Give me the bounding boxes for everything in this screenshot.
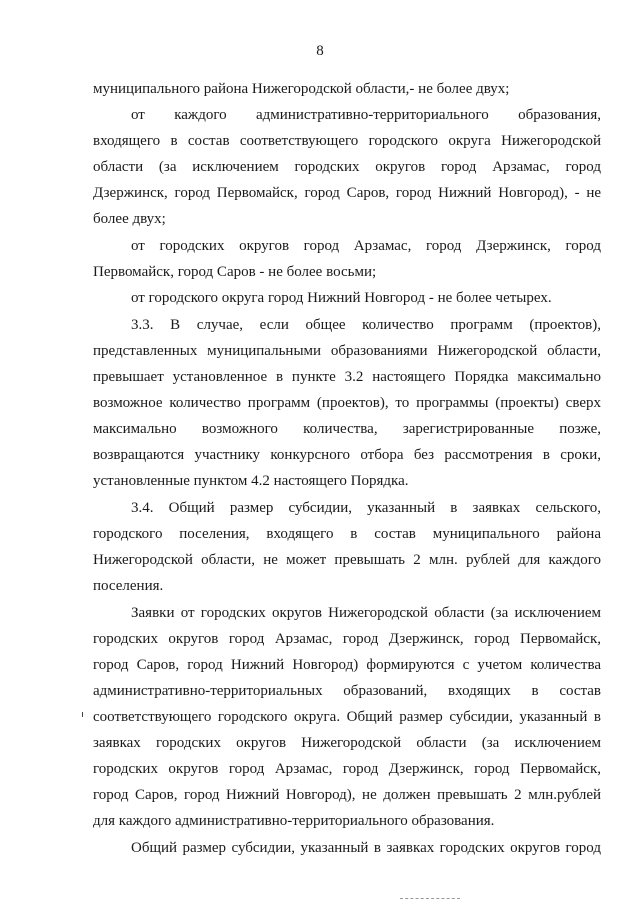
text-line: от каждого административно-территориального образования, xyxy=(131,107,601,123)
text-line: Нижегородской области, не может превышать 2 млн. рублей для каждого xyxy=(93,552,601,568)
margin-mark xyxy=(82,712,83,717)
text-line: соответствующего городского округа. Общий размер субсидии, указанный в xyxy=(93,709,601,725)
text-line: возвращаются участнику конкурсного отбора без рассмотрения в сроки, xyxy=(93,447,601,463)
text-line: 3.3. В случае, если общее количество программ (проектов), xyxy=(131,317,601,333)
text-line: городского поселения, входящего в состав муниципального района xyxy=(93,526,601,542)
text-line: возможное количество программ (проектов), то программы (проекты) сверх xyxy=(93,395,601,411)
text-line: входящего в состав соответствующего городского округа Нижегородской xyxy=(93,133,601,149)
text-line: Дзержинск, город Первомайск, город Саров, город Нижний Новгород), - не xyxy=(93,185,601,201)
text-line: от городских округов город Арзамас, город Дзержинск, город xyxy=(131,238,601,254)
text-line: представленных муниципальными образованиями Нижегородской области, xyxy=(93,343,601,359)
text-line: области (за исключением городских округов город Арзамас, город xyxy=(93,159,601,175)
scan-artifact xyxy=(400,898,460,901)
text-line: город Саров, город Нижний Новгород) формируются с учетом количества xyxy=(93,657,601,673)
text-line: городских округов город Арзамас, город Дзержинск, город Первомайск, xyxy=(93,761,601,777)
text-line: от городского округа город Нижний Новгород - не более четырех. xyxy=(131,290,552,306)
text-line: заявках городских округов Нижегородской области (за исключением xyxy=(93,735,601,751)
text-line: город Саров, город Нижний Новгород), не должен превышать 2 млн.рублей xyxy=(93,787,601,803)
page-number: 8 xyxy=(316,43,324,59)
text-line: превышает установленное в пункте 3.2 настоящего Порядка максимально xyxy=(93,369,601,385)
text-line: административно-территориальных образований, входящих в состав xyxy=(93,683,601,699)
text-line: 3.4. Общий размер субсидии, указанный в заявках сельского, xyxy=(131,500,601,516)
text-line: городских округов город Арзамас, город Дзержинск, город Первомайск, xyxy=(93,631,601,647)
text-line: максимально возможного количества, зарегистрированные позже, xyxy=(93,421,601,437)
text-line: поселения. xyxy=(93,578,164,594)
text-line: Общий размер субсидии, указанный в заявках городских округов город xyxy=(131,840,601,856)
text-line: для каждого административно-территориального образования. xyxy=(93,813,495,829)
text-line: более двух; xyxy=(93,211,166,227)
text-line: муниципального района Нижегородской области,- не более двух; xyxy=(93,81,510,97)
text-line: Заявки от городских округов Нижегородской области (за исключением xyxy=(131,605,601,621)
text-line: установленные пунктом 4.2 настоящего Порядка. xyxy=(93,473,409,489)
text-line: Первомайск, город Саров - не более восьми; xyxy=(93,264,377,280)
